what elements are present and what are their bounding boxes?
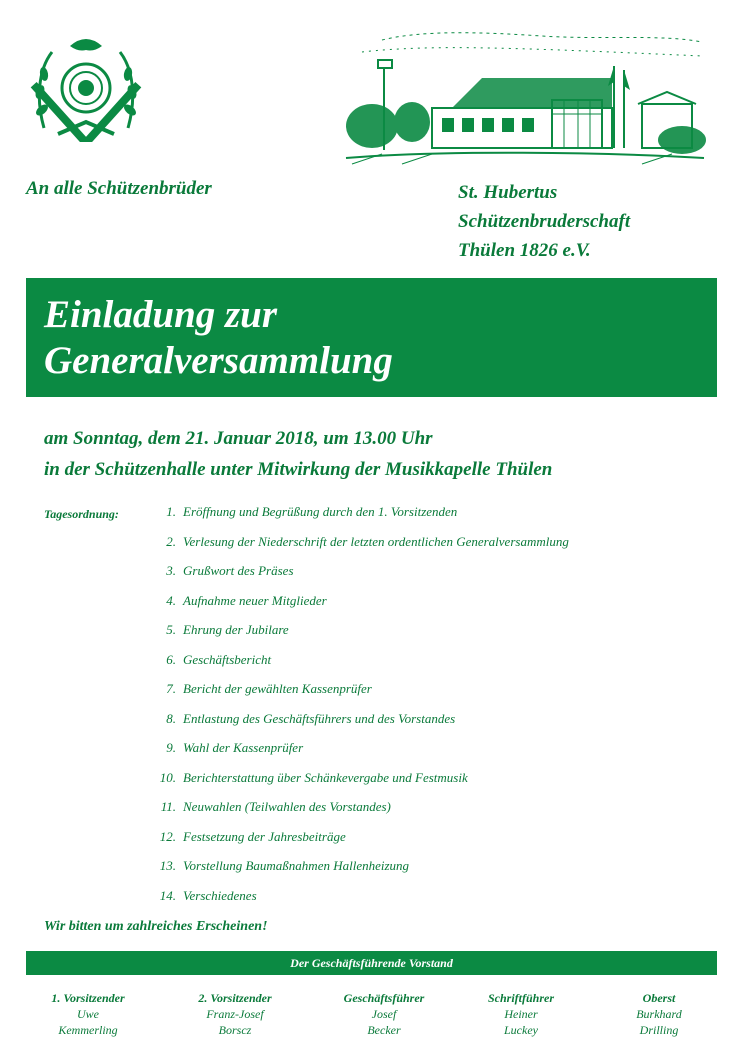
signer-role: Geschäftsführer — [343, 991, 425, 1005]
agenda-num: 13. — [159, 858, 176, 873]
event-details — [44, 423, 552, 485]
club-name-line-2: Schützenbruderschaft — [458, 211, 631, 232]
agenda-text: Berichterstattung über Schänkevergabe und Festmusik — [183, 769, 468, 785]
agenda-num: 10. — [159, 769, 176, 785]
club-name-line-3: Thülen 1826 e.V. — [458, 240, 591, 261]
agenda-num: 9. — [166, 740, 176, 755]
agenda-num: 7. — [166, 681, 176, 696]
agenda-item — [150, 829, 710, 859]
event-date: am Sonntag, dem 21. Januar 2018, um 13.00 Uhr — [44, 428, 433, 449]
agenda-text: Geschäftsbericht — [183, 651, 272, 667]
agenda-text: Neuwahlen (Teilwahlen des Vorstandes) — [183, 799, 391, 814]
signer — [170, 990, 300, 1038]
signer-last-name: Drilling — [639, 1023, 679, 1037]
agenda-item — [150, 888, 710, 918]
agenda-item — [150, 622, 710, 652]
agenda-num: 8. — [166, 710, 176, 726]
closing-note: Wir bitten um zahlreiches Erscheinen! — [44, 919, 268, 934]
agenda-text: Verlesung der Niederschrift der letzten ordentlichen Generalversammlung — [183, 533, 569, 549]
agenda-num: 2. — [166, 533, 176, 549]
signer-last-name: Becker — [367, 1023, 401, 1037]
agenda-item — [150, 593, 710, 623]
signer-last-name: Borscz — [218, 1023, 252, 1037]
agenda-list — [150, 504, 710, 917]
signers — [26, 990, 717, 1060]
signer — [23, 990, 153, 1038]
signer-role: 2. Vorsitzender — [198, 991, 272, 1005]
signer — [456, 990, 586, 1038]
agenda-text: Vorstellung Baumaßnahmen Hallenheizung — [183, 858, 410, 873]
signer-role: Oberst — [642, 991, 676, 1005]
agenda-num: 14. — [159, 887, 176, 903]
agenda-num: 12. — [159, 828, 176, 844]
signer-first-name: Heiner — [504, 1007, 538, 1021]
signer — [319, 990, 449, 1038]
agenda-item — [150, 740, 710, 770]
signer-first-name: Franz-Josef — [206, 1007, 264, 1021]
signer-first-name: Uwe — [77, 1007, 99, 1021]
signer-role: 1. Vorsitzender — [51, 991, 125, 1005]
agenda-item — [150, 799, 710, 829]
agenda-item — [150, 504, 710, 534]
agenda-text: Ehrung der Jubilare — [183, 622, 289, 637]
agenda-text: Grußwort des Präses — [183, 563, 294, 578]
board-title-bar: Der Geschäftsführende Vorstand — [26, 951, 717, 975]
agenda-text: Eröffnung und Begrüßung durch den 1. Vorsitzenden — [183, 504, 458, 519]
agenda-item — [150, 563, 710, 593]
event-location: in der Schützenhalle unter Mitwirkung der Musikkapelle Thülen — [44, 459, 553, 480]
signer — [594, 990, 724, 1038]
agenda-num: 6. — [166, 651, 176, 667]
club-name — [458, 178, 630, 265]
agenda-item — [150, 711, 710, 741]
signer-role: Schriftführer — [487, 991, 555, 1005]
agenda-item — [150, 858, 710, 888]
agenda-item — [150, 534, 710, 564]
agenda-num: 4. — [166, 592, 176, 608]
schuetzenhalle-drawing — [342, 30, 708, 165]
title-line-2: Generalversammlung — [44, 339, 393, 382]
agenda-text: Entlastung des Geschäftsführers und des Vorstandes — [183, 710, 456, 726]
club-crest-icon — [30, 30, 142, 142]
club-name-line-1: St. Hubertus — [458, 182, 558, 203]
agenda-item — [150, 681, 710, 711]
agenda-item — [150, 652, 710, 682]
addressee: An alle Schützenbrüder — [26, 178, 212, 199]
agenda-text: Wahl der Kassenprüfer — [183, 740, 304, 755]
title-line-1: Einladung zur — [44, 293, 278, 336]
agenda-text: Verschiedenes — [183, 887, 257, 903]
agenda-label: Tagesordnung: — [44, 507, 119, 521]
signer-first-name: Josef — [371, 1007, 397, 1021]
agenda-text: Festsetzung der Jahresbeiträge — [183, 828, 346, 844]
signer-last-name: Luckey — [504, 1023, 538, 1037]
signer-last-name: Kemmerling — [58, 1023, 118, 1037]
agenda-num: 5. — [166, 622, 176, 637]
agenda-num: 11. — [160, 799, 176, 814]
agenda-num: 3. — [166, 563, 176, 578]
title-banner — [26, 278, 717, 397]
agenda-text: Aufnahme neuer Mitglieder — [183, 592, 327, 608]
agenda-item — [150, 770, 710, 800]
signer-first-name: Burkhard — [636, 1007, 682, 1021]
agenda-num: 1. — [166, 504, 176, 519]
agenda-text: Bericht der gewählten Kassenprüfer — [183, 681, 372, 696]
